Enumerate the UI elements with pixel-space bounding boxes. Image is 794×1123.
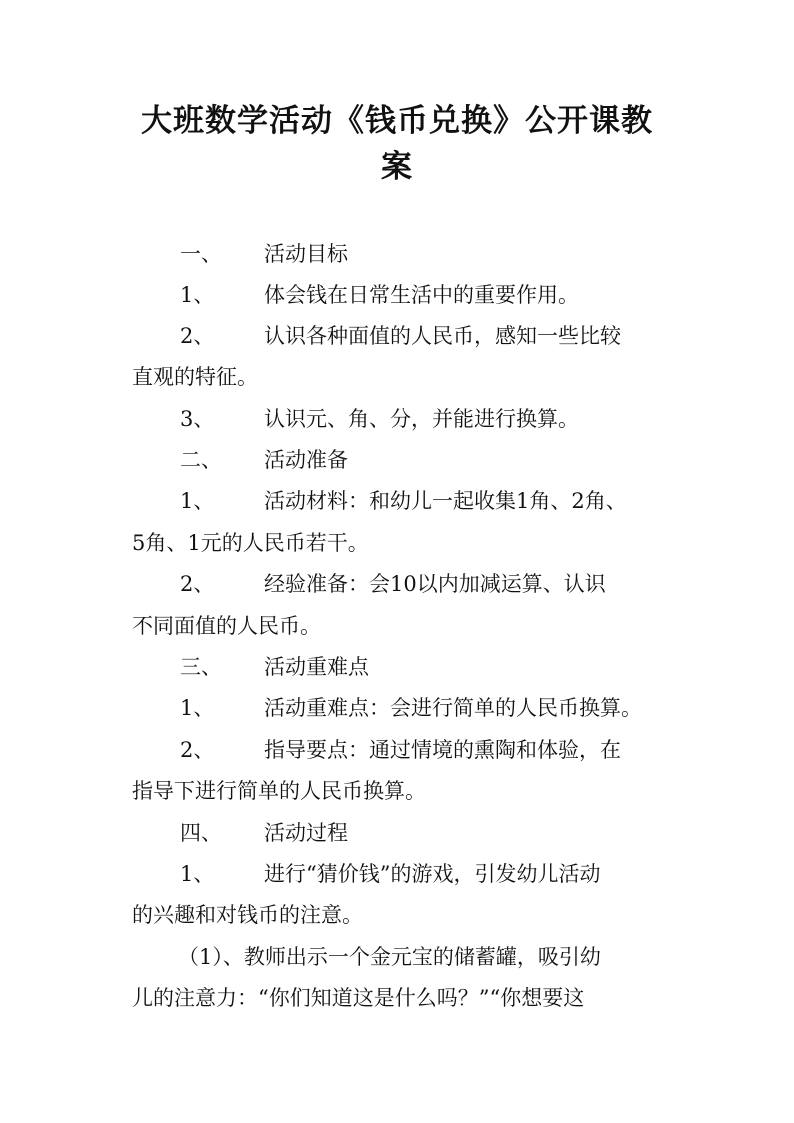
item-number: 1、 <box>180 862 215 886</box>
item-continuation: 的兴趣和对钱币的注意。 <box>132 903 363 927</box>
section-number: 三、 <box>180 655 222 679</box>
paragraph-line: （1）、教师出示一个金元宝的储蓄罐，吸引幼 <box>178 945 601 969</box>
item-text: 认识各种面值的人民币，感知一些比较 <box>264 324 621 348</box>
section-title: 活动重难点 <box>264 655 369 679</box>
item-continuation: 5角、1元的人民币若干。 <box>132 531 369 555</box>
section-number: 四、 <box>180 821 222 845</box>
item-number: 1、 <box>180 696 215 720</box>
section-number: 一、 <box>180 242 222 266</box>
document-title <box>120 98 674 190</box>
item-continuation: 指导下进行简单的人民币换算。 <box>132 779 426 803</box>
paragraph-line: 儿的注意力：“你们知道这是什么吗？”“你想要这 <box>132 986 585 1010</box>
item-number: 1、 <box>180 283 215 307</box>
title-line-1: 大班数学活动《钱币兑换》公开课教 <box>141 103 653 139</box>
section-number: 二、 <box>180 448 222 472</box>
section-title: 活动过程 <box>264 821 348 845</box>
item-text: 经验准备：会10以内加减运算、认识 <box>264 572 606 596</box>
item-continuation: 直观的特征。 <box>132 365 258 389</box>
item-text: 活动重难点：会进行简单的人民币换算。 <box>264 696 642 720</box>
section-title: 活动准备 <box>264 448 348 472</box>
item-number: 2、 <box>180 738 215 762</box>
item-text: 指导要点：通过情境的熏陶和体验，在 <box>264 738 621 762</box>
item-text: 体会钱在日常生活中的重要作用。 <box>264 283 579 307</box>
item-number: 1、 <box>180 489 215 513</box>
item-continuation: 不同面值的人民币。 <box>132 614 321 638</box>
item-text: 进行“猜价钱”的游戏，引发幼儿活动 <box>264 862 601 886</box>
section-title: 活动目标 <box>264 242 348 266</box>
title-line-2: 案 <box>381 149 413 185</box>
item-text: 活动材料：和幼儿一起收集1角、2角、 <box>264 489 627 513</box>
item-number: 3、 <box>180 407 215 431</box>
item-number: 2、 <box>180 572 215 596</box>
item-text: 认识元、角、分，并能进行换算。 <box>264 407 579 431</box>
item-number: 2、 <box>180 324 215 348</box>
